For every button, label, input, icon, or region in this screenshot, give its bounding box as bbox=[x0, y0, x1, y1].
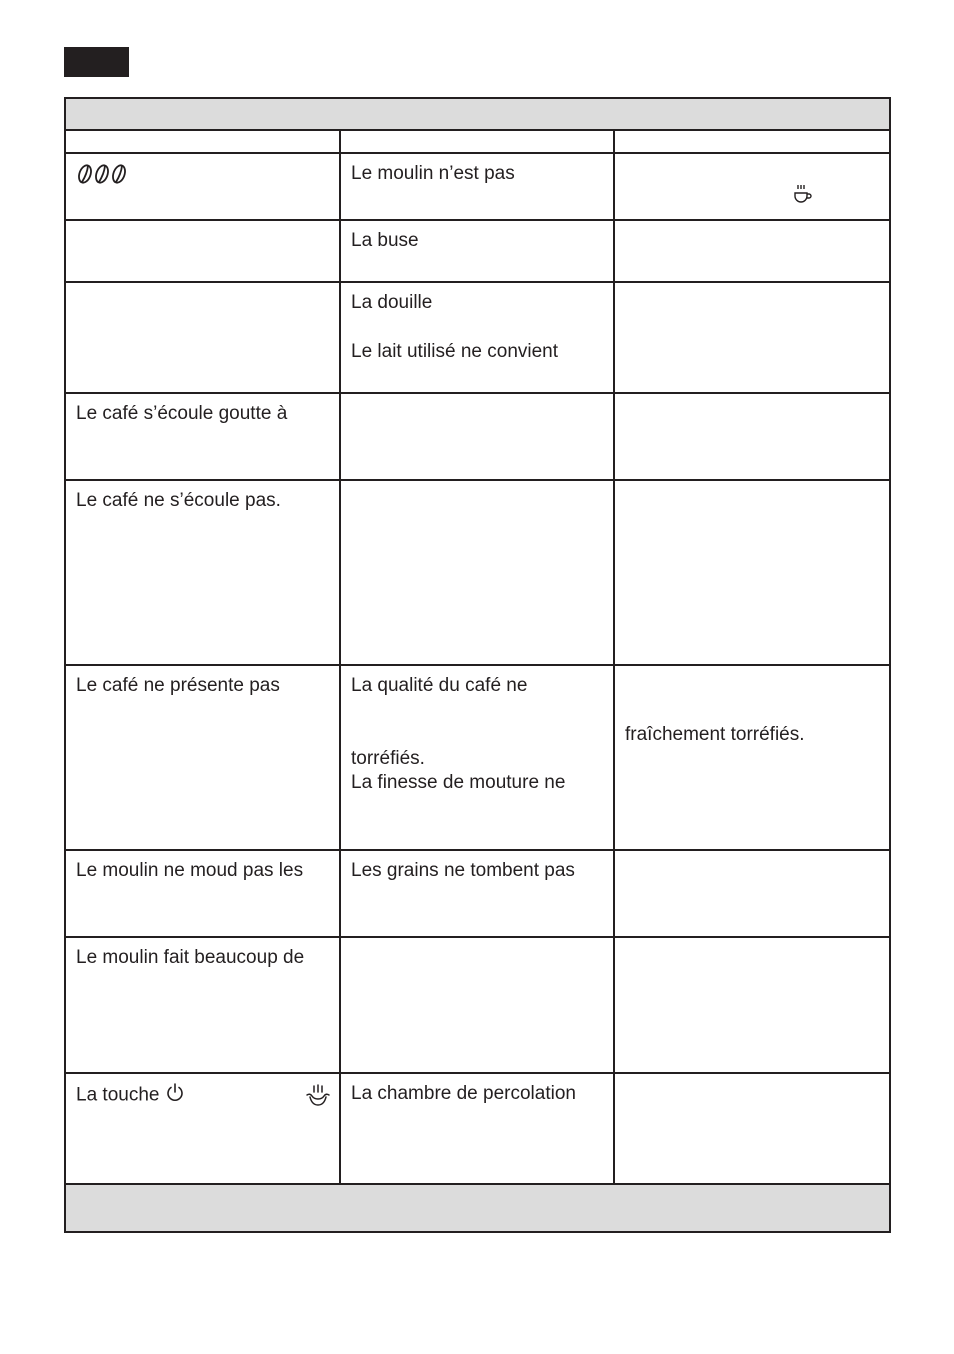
page-section-tab bbox=[64, 47, 129, 77]
steaming-cup-icon bbox=[792, 184, 814, 213]
cause-cell bbox=[340, 220, 614, 282]
remedy-cell bbox=[614, 1073, 890, 1184]
problem-cell bbox=[65, 220, 340, 282]
table-row bbox=[65, 850, 890, 937]
cause-cell bbox=[340, 393, 614, 480]
steam-hand-icon bbox=[305, 1084, 331, 1115]
table-row bbox=[65, 1073, 890, 1184]
table-row bbox=[65, 153, 890, 220]
problem-cell bbox=[65, 282, 340, 393]
problem-cell bbox=[65, 665, 340, 850]
cause-cell bbox=[340, 480, 614, 665]
three-coffee-beans-icon bbox=[76, 162, 128, 193]
power-icon bbox=[165, 1082, 185, 1109]
problem-text: La touche bbox=[76, 1084, 160, 1106]
problem-cell bbox=[65, 393, 340, 480]
remedy-cell bbox=[614, 850, 890, 937]
remedy-cell bbox=[614, 153, 890, 220]
problem-text: Le café ne présente pas bbox=[76, 675, 280, 696]
cause-cell bbox=[340, 153, 614, 220]
cause-text: La finesse de mouture ne bbox=[351, 772, 566, 793]
problem-text-line bbox=[76, 1082, 329, 1109]
cause-cell bbox=[340, 937, 614, 1073]
column-header-remedy bbox=[614, 130, 890, 153]
cause-text: La buse bbox=[351, 230, 419, 251]
table-row bbox=[65, 665, 890, 850]
problem-cell bbox=[65, 153, 340, 220]
table-row bbox=[65, 282, 890, 393]
problem-cell bbox=[65, 480, 340, 665]
troubleshooting-table bbox=[64, 97, 889, 1233]
table-row bbox=[65, 220, 890, 282]
cause-text: torréfiés. bbox=[351, 748, 425, 769]
problem-cell bbox=[65, 850, 340, 937]
table-row bbox=[65, 937, 890, 1073]
column-header-problem bbox=[65, 130, 340, 153]
remedy-cell bbox=[614, 220, 890, 282]
cause-text: La douille bbox=[351, 292, 433, 313]
remedy-cell bbox=[614, 937, 890, 1073]
cause-cell bbox=[340, 1073, 614, 1184]
remedy-cell bbox=[614, 665, 890, 850]
cause-cell bbox=[340, 665, 614, 850]
problem-text: Le café ne s’écoule pas. bbox=[76, 490, 281, 511]
cause-text: Le moulin n’est pas bbox=[351, 163, 515, 184]
cause-text: La chambre de percolation bbox=[351, 1083, 576, 1104]
table-row bbox=[65, 393, 890, 480]
cause-cell bbox=[340, 850, 614, 937]
cause-text: Les grains ne tombent pas bbox=[351, 860, 575, 881]
problem-text: Le moulin fait beaucoup de bbox=[76, 947, 305, 968]
column-header-cause bbox=[340, 130, 614, 153]
table-footer-band bbox=[65, 1184, 890, 1232]
cause-text: Le lait utilisé ne convient bbox=[351, 341, 559, 362]
problem-text: Le café s’écoule goutte à bbox=[76, 403, 288, 424]
remedy-cell bbox=[614, 282, 890, 393]
cause-cell bbox=[340, 282, 614, 393]
remedy-cell bbox=[614, 393, 890, 480]
remedy-cell bbox=[614, 480, 890, 665]
problem-cell bbox=[65, 937, 340, 1073]
problem-cell bbox=[65, 1073, 340, 1184]
table-title-band bbox=[65, 98, 890, 130]
problem-text: Le moulin ne moud pas les bbox=[76, 860, 304, 881]
remedy-text: fraîchement torréfiés. bbox=[625, 724, 805, 745]
table-row bbox=[65, 480, 890, 665]
cause-text: La qualité du café ne bbox=[351, 675, 528, 696]
